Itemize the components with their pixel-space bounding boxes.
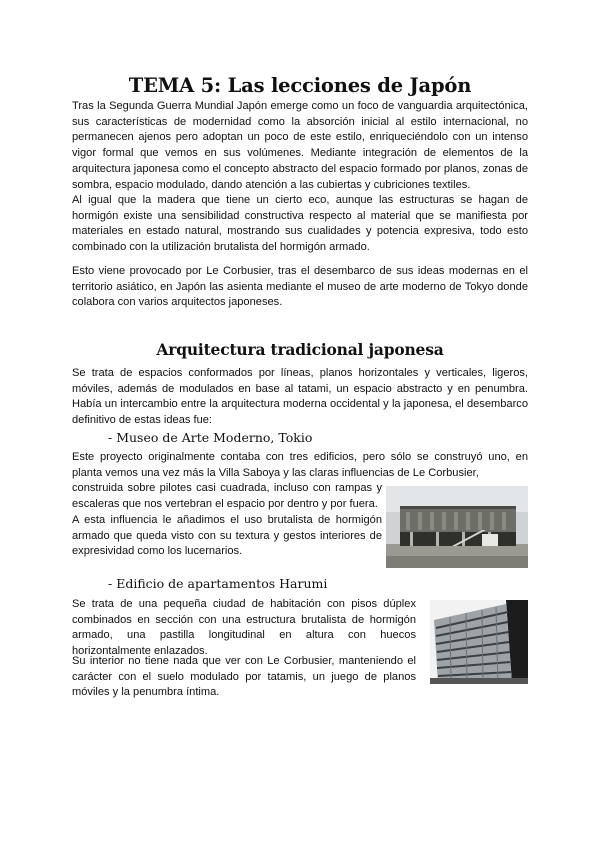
museo-paragraph-2: construida sobre pilotes casi cuadrada, incluso con rampas y escaleras que nos vertebran el espacio por dentro y por fuera. xyxy=(72,482,382,510)
section-heading-traditional: Arquitectura tradicional japonesa xyxy=(156,340,444,359)
museo-photo xyxy=(386,486,528,568)
subheading-museo: - Museo de Arte Moderno, Tokio xyxy=(108,430,313,445)
intro-paragraph-1: Tras la Segunda Guerra Mundial Japón emerge como un foco de vanguardia arquitectónica, sus características de modernidad como la absorción inicial al estilo internacional, no permanecen ajenos pero adoptan un poco de este estilo, enriqueciéndolo con un intenso vigor formal que vemos en sus volúmenes. Mediante integración de elementos de la arquitectura japonesa como el concepto abstracto del espacio formado por planos, zonas de sombra, espacio modulado, dando atención a las cubiertas y cubriciones textiles. xyxy=(72,100,528,191)
harumi-paragraph-2: Su interior no tiene nada que ver con Le Corbusier, manteniendo el carácter con el suelo modulado por tatamis, un juego de planos móviles y la penumbra íntima. xyxy=(72,655,416,699)
page-title: TEMA 5: Las lecciones de Japón xyxy=(128,74,472,97)
subheading-harumi: - Edificio de apartamentos Harumi xyxy=(108,576,328,591)
intro-paragraph-2: Al igual que la madera que tiene un cierto eco, aunque las estructuras se hagan de hormigón existe una sensibilidad constructiva respecto al material que se manifiesta por materiales en estado natural, mostrando sus cualidades y potencia expresiva, todo esto combinado con la utilización brutalista del hormigón armado. xyxy=(72,194,528,254)
intro-paragraph-3: Esto viene provocado por Le Corbusier, tras el desembarco de sus ideas modernas en el territorio asiático, en Japón las asienta mediante el museo de arte moderno de Tokyo donde colabora con varios arquitectos japoneses. xyxy=(72,265,528,309)
harumi-paragraph-1: Se trata de una pequeña ciudad de habitación con pisos dúplex combinados en sección con una estructura brutalista de hormigón armado, una pastilla longitudinal en altura con huecos horizontalmente enlazados. xyxy=(72,598,416,658)
harumi-photo xyxy=(430,600,528,684)
traditional-paragraph: Se trata de espacios conformados por líneas, planos horizontales y verticales, ligeros, móviles, además de modulados en base al tatami, un espacio abstracto y en penumbra. Había un intercambio entre la arquitectura moderna occidental y la japonesa, el desembarco definitivo de estas ideas fue: xyxy=(72,367,528,427)
museo-paragraph-1: Este proyecto originalmente contaba con tres edificios, pero sólo se construyó uno, en planta vemos una vez más la Villa Saboya y las claras influencias de Le Corbusier, xyxy=(72,451,528,479)
museo-paragraph-3: A esta influencia le añadimos el uso brutalista de hormigón armado que queda visto con su textura y gestos interiores de expresividad como los lucernarios. xyxy=(72,514,382,558)
